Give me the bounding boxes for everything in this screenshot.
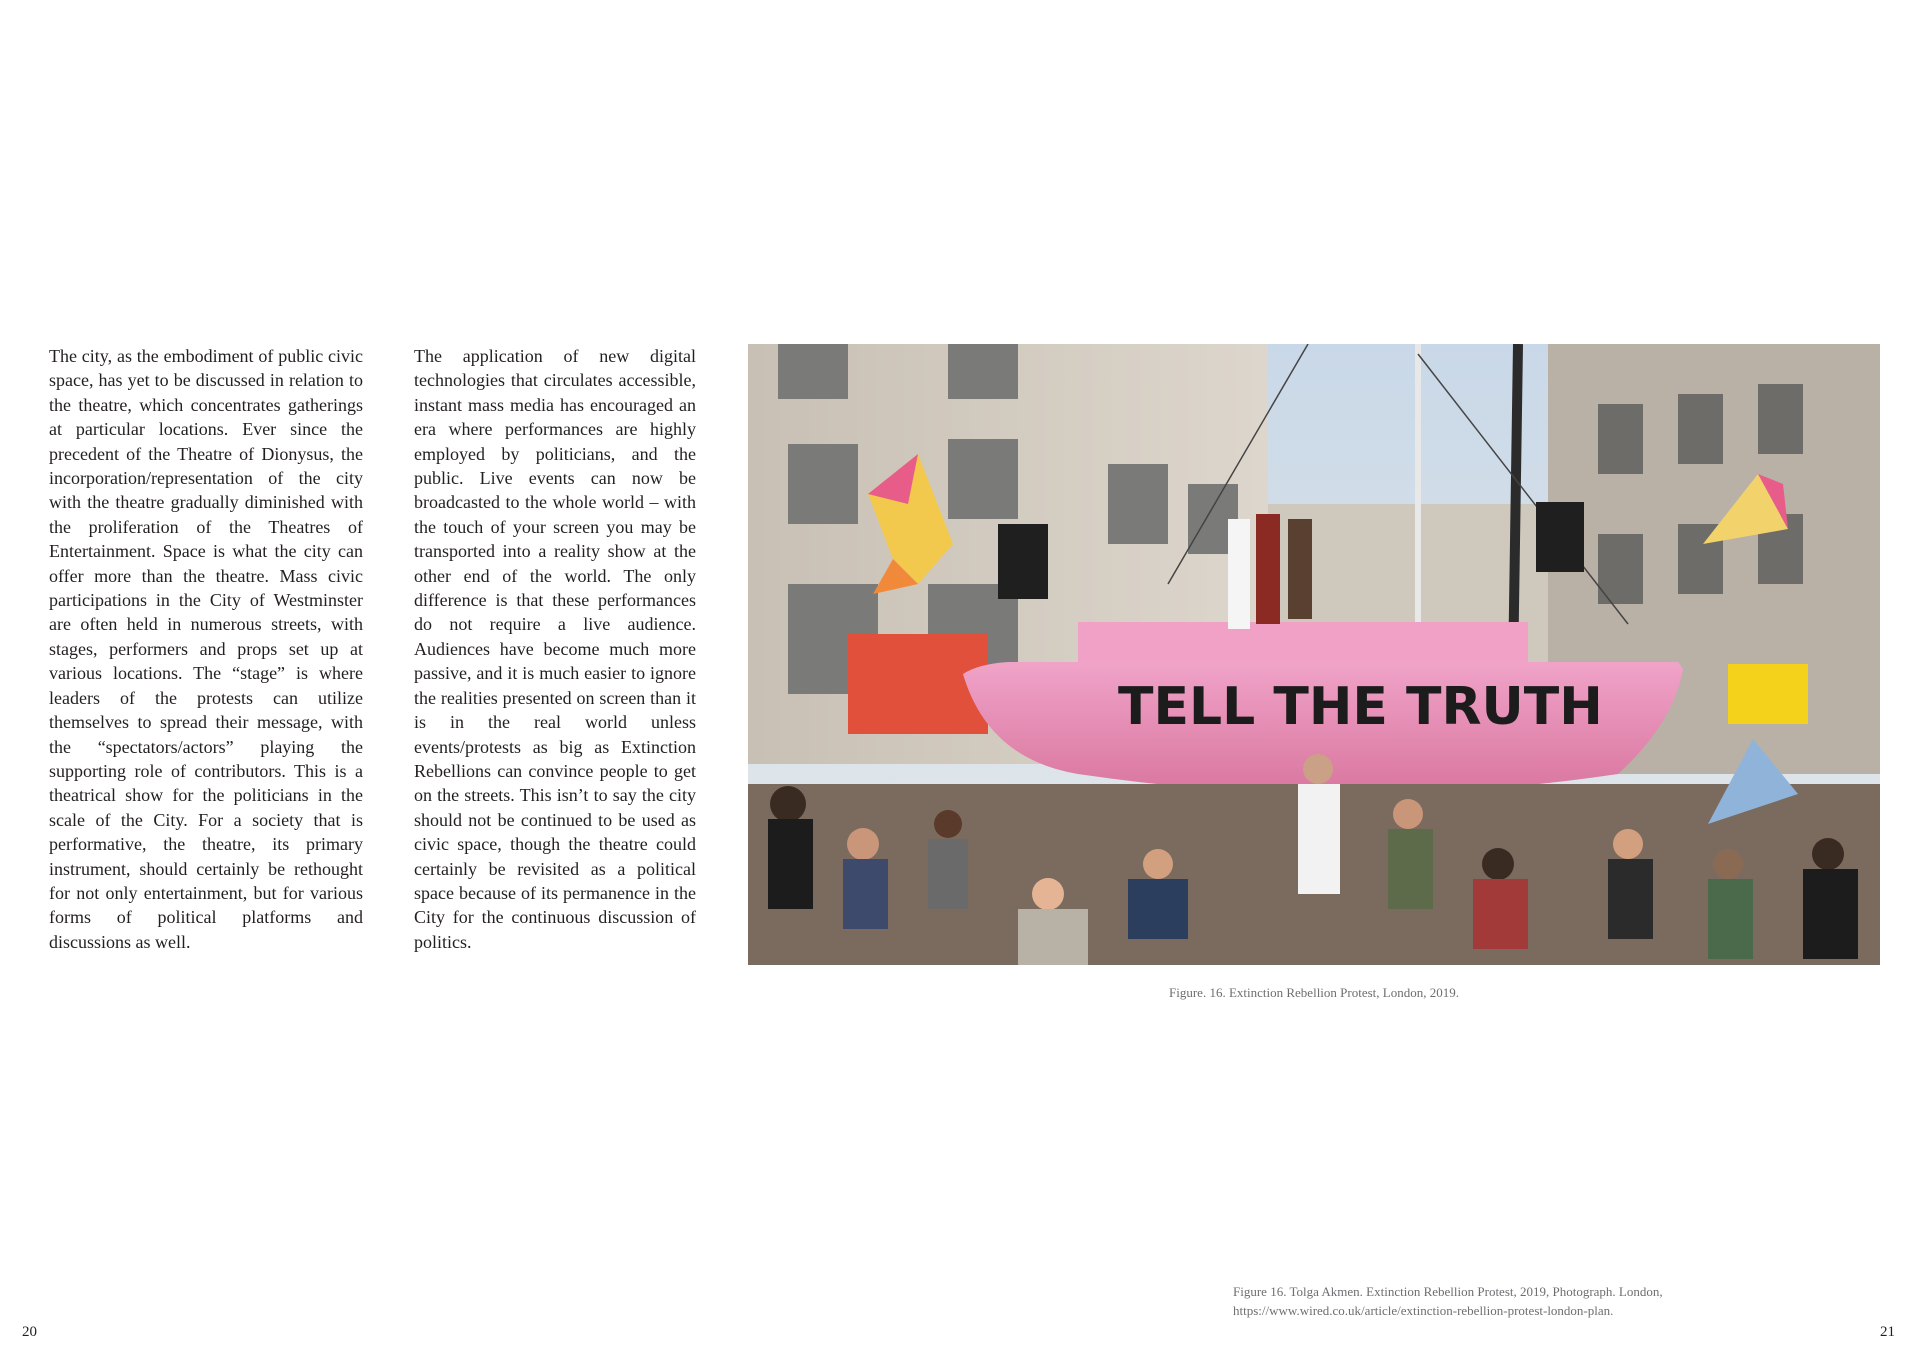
figure-caption: Figure. 16. Extinction Rebellion Protest, London, 2019. <box>1169 985 1459 1000</box>
body-text-left-column: The city, as the embodiment of public civic space, has yet to be discussed in relation to the theatre, which concentrates gatherings at particular locations. Ever since the precedent of the Theatre of Dionysus, the incorporation/representation of the city with the theatre gradually diminished with the proliferation of the Theatres of Entertainment. Space is what the city can offer more than the theatre. Mass civic participations in the City of Westminster are often held in numerous streets, with stages, performers and props set up at various locations. The “stage” is where leaders of the protests can utilize themselves to spread their message, with the “spectators/actors” playing the supporting role of contributors. This is a theatrical show for the politicians in the scale of the City. For a society that is performative, the theatre, its primary instrument, should certainly be rethought for not only entertainment, but for various forms of political platforms and discussions as well. <box>49 346 363 952</box>
figure-credit: Figure 16. Tolga Akmen. Extinction Rebellion Protest, 2019, Photograph. London, https://www.wired.co.uk/article/extinction-rebellion-protest-london-plan. <box>1233 1284 1663 1318</box>
speaker-right <box>1536 502 1584 572</box>
protest-photo-illustration <box>748 344 1880 965</box>
protest-photograph <box>748 344 1880 965</box>
page-number-right: 21 <box>1880 1324 1895 1340</box>
page-number-left: 20 <box>22 1324 37 1340</box>
body-text-right-column: The application of new digital technologies that circulates accessible, instant mass media has encouraged an era where performances are highly employed by politicians, and the public. Live events can now be broadcasted to the whole world – with the touch of your screen you may be transported into a reality show at the other end of the world. The only difference is that these performances do not require a live audience. Audiences have become much more passive, and it is much easier to ignore the realities presented on screen than it is in the real world unless events/protests as big as Extinction Rebellions can convince people to get on the streets. This isn’t to say the city should not be continued to be used as civic space, though the theatre could certainly be revisited as a political space because of its permanence in the City for the continuous discussion of politics. <box>414 346 696 952</box>
speaker-left <box>998 524 1048 599</box>
person-on-deck <box>1228 519 1250 629</box>
boat-slogan: TELL THE TRUTH <box>1118 677 1603 737</box>
yellow-tent <box>1728 664 1808 724</box>
